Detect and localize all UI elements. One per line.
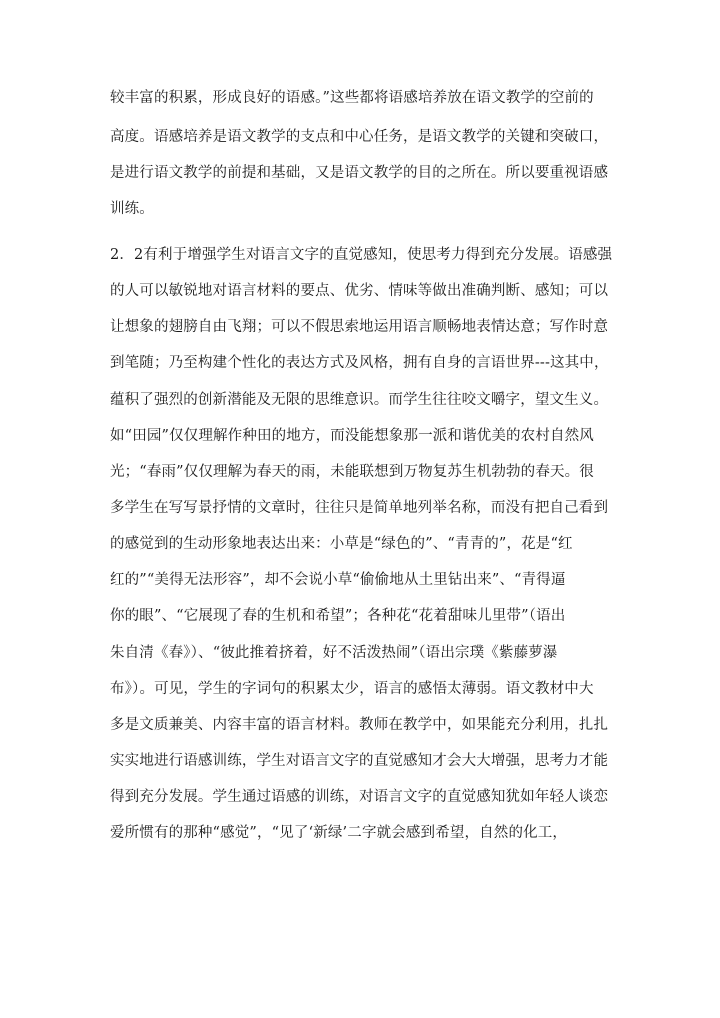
text-line: 如“田园”仅仅理解作种田的地方，而没能想象那一派和谐优美的农村自然风 bbox=[110, 428, 594, 444]
text-line: 多学生在写写景抒情的文章时，往往只是简单地列举名称，而没有把自己看到 bbox=[110, 500, 609, 516]
text-line: 的人可以敏锐地对语言材料的要点、优劣、情味等做出准确判断、感知；可以 bbox=[110, 283, 609, 299]
text-line: 爱所惯有的那种“感觉”，“见了‘新绿’二字就会感到希望，自然的化工， bbox=[110, 825, 568, 841]
text-line: 布》）。可见，学生的字词句的积累太少，语言的感悟太薄弱。语文教材中大 bbox=[110, 681, 594, 697]
text-line: 2．2有利于增强学生对语言文字的直觉感知，使思考力得到充分发展。语感强 bbox=[110, 247, 613, 263]
text-line: 红的”“美得无法形容”，却不会说小草“偷偷地从土里钻出来”、“青得逼 bbox=[110, 572, 566, 588]
text-line: 光；“春雨”仅仅理解为春天的雨，未能联想到万物复苏生机勃勃的春天。很 bbox=[110, 464, 594, 480]
text-line: 朱自清《春》）、“彼此推着挤着，好不活泼热闹”（语出宗璞《紫藤萝瀑 bbox=[110, 645, 558, 661]
text-line: 多是文质兼美、内容丰富的语言材料。教师在教学中，如果能充分利用，扎扎 bbox=[110, 717, 609, 733]
text-line: 实实地进行语感训练，学生对语言文字的直觉感知才会大大增强，思考力才能 bbox=[110, 753, 609, 769]
text-line: 是进行语文教学的前提和基础，又是语文教学的目的之所在。所以要重视语感 bbox=[110, 165, 609, 181]
text-line: 得到充分发展。学生通过语感的训练，对语言文字的直觉感知犹如年轻人谈恋 bbox=[110, 789, 609, 805]
text-line: 高度。语感培养是语文教学的支点和中心任务，是语文教学的关键和突破口， bbox=[110, 129, 609, 145]
text-line: 你的眼”、“它展现了春的生机和希望”；各种花“花着甜味儿里带”（语出 bbox=[110, 608, 566, 624]
text-line: 训练。 bbox=[110, 201, 154, 217]
text-line: 让想象的翅膀自由飞翔；可以不假思索地运用语言顺畅地表情达意；写作时意 bbox=[110, 319, 609, 335]
text-line: 较丰富的积累，形成良好的语感。”这些都将语感培养放在语文教学的空前的 bbox=[110, 90, 594, 106]
text-line: 蕴积了强烈的创新潜能及无限的思维意识。而学生往往咬文嚼字，望文生义。 bbox=[110, 392, 609, 408]
text-line: 到笔随；乃至构建个性化的表达方式及风格，拥有自身的言语世界---这其中， bbox=[110, 355, 609, 371]
text-line: 的感觉到的生动形象地表达出来：小草是“绿色的”、“青青的”，花是“红 bbox=[110, 536, 573, 552]
